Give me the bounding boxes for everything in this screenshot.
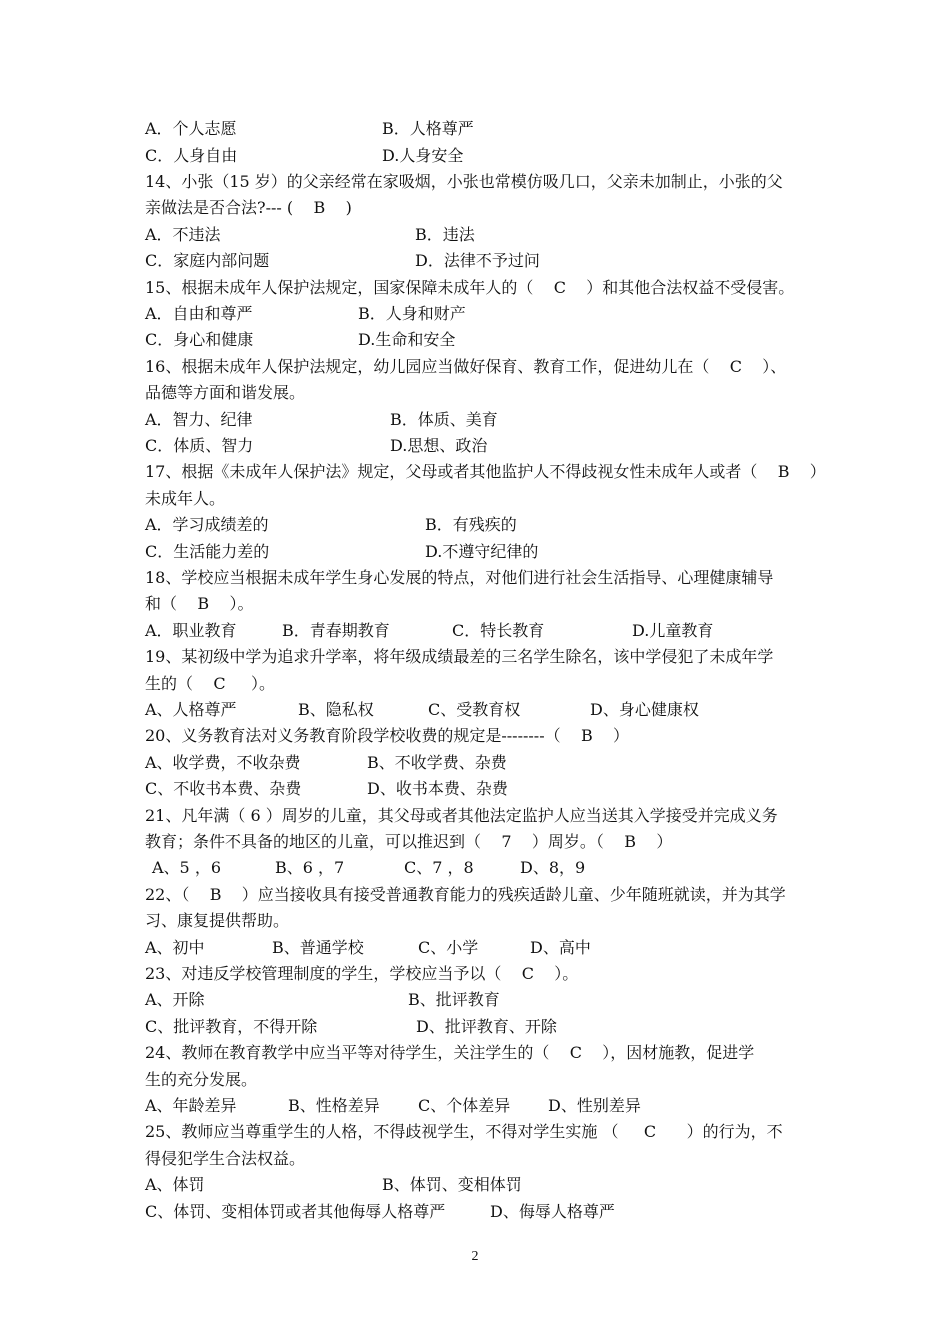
answer-option: B．人身和财产: [358, 304, 466, 323]
answer-option: A、人格尊严: [145, 700, 237, 719]
text-line: 20、义务教育法对义务教育阶段学校收费的规定是--------（ B ）: [145, 726, 630, 745]
answer-option: A．自由和尊严: [145, 304, 253, 323]
answer-option: C、不收书本费、杂费: [145, 779, 302, 798]
answer-option: B．违法: [415, 225, 475, 244]
answer-option: C．特长教育: [452, 621, 545, 640]
text-line: 24、教师在教育教学中应当平等对待学生，关注学生的（ C ），因材施教，促进学: [145, 1043, 755, 1062]
text-line: 习、康复提供帮助。: [145, 911, 290, 930]
answer-option: A、年龄差异: [145, 1096, 237, 1115]
answer-option: B．青春期教育: [282, 621, 390, 640]
text-line: 和（ B ）。: [145, 594, 254, 613]
text-line: 生的充分发展。: [145, 1070, 258, 1089]
answer-option: C、受教育权: [428, 700, 521, 719]
text-line: 18、学校应当根据未成年学生身心发展的特点，对他们进行社会生活指导、心理健康辅导: [145, 568, 774, 587]
answer-option: D、批评教育、开除: [416, 1017, 557, 1036]
answer-option: A、体罚: [145, 1175, 205, 1194]
answer-option: D、8，9: [520, 858, 586, 877]
answer-option: B、批评教育: [408, 990, 500, 1009]
text-line: 19、某初级中学为追求升学率，将年级成绩最差的三名学生除名，该中学侵犯了未成年学: [145, 647, 774, 666]
answer-option: D.不遵守纪律的: [425, 542, 539, 561]
answer-option: D、身心健康权: [590, 700, 699, 719]
answer-option: A．学习成绩差的: [145, 515, 269, 534]
text-line: 21、凡年满（ 6 ）周岁的儿童，其父母或者其他法定监护人应当送其入学接受并完成义务: [145, 806, 778, 825]
text-line: 22、（ B ）应当接收具有接受普通教育能力的残疾适龄儿童、少年随班就读，并为其学: [145, 885, 786, 904]
answer-option: C、7 ，8: [404, 858, 474, 877]
answer-option: C、小学: [418, 938, 479, 957]
answer-option: C．生活能力差的: [145, 542, 270, 561]
answer-option: B、体罚、变相体罚: [382, 1175, 522, 1194]
text-line: 得侵犯学生合法权益。: [145, 1149, 306, 1168]
answer-option: B、性格差异: [288, 1096, 380, 1115]
answer-option: A、收学费，不收杂费: [145, 753, 301, 772]
answer-option: C、体罚、变相体罚或者其他侮辱人格尊严: [145, 1202, 446, 1221]
answer-option: D、收书本费、杂费: [367, 779, 508, 798]
text-line: 未成年人。: [145, 489, 226, 508]
answer-option: B、隐私权: [298, 700, 374, 719]
text-line: 16、根据未成年人保护法规定，幼儿园应当做好保育、教育工作，促进幼儿在（ C ）、: [145, 357, 787, 376]
text-line: 品德等方面和谐发展。: [145, 383, 306, 402]
text-line: 17、根据《未成年人保护法》规定，父母或者其他监护人不得歧视女性未成年人或者（ B ）: [145, 462, 826, 481]
answer-option: D、高中: [530, 938, 591, 957]
answer-option: D.思想、政治: [390, 436, 488, 455]
answer-option: C、个体差异: [418, 1096, 511, 1115]
answer-option: B．人格尊严: [382, 119, 474, 138]
text-line: 亲做法是否合法?--- ( B ): [145, 198, 352, 217]
answer-option: A．职业教育: [145, 621, 237, 640]
answer-option: A．个人志愿: [145, 119, 237, 138]
answer-option: C．身心和健康: [145, 330, 254, 349]
text-line: 生的（ C ）。: [145, 674, 276, 693]
answer-option: C、批评教育，不得开除: [145, 1017, 318, 1036]
answer-option: B、普通学校: [272, 938, 364, 957]
answer-option: B．体质、美育: [390, 410, 498, 429]
answer-option: B、不收学费、杂费: [367, 753, 507, 772]
text-line: 14、小张（15 岁）的父亲经常在家吸烟，小张也常模仿吸几口，父亲未加制止，小张的父: [145, 172, 783, 191]
answer-option: D.人身安全: [382, 146, 464, 165]
answer-option: A．不违法: [145, 225, 221, 244]
answer-option: D.儿童教育: [632, 621, 714, 640]
page-number: 2: [471, 1249, 479, 1264]
text-line: 教育；条件不具备的地区的儿童，可以推迟到（ 7 ）周岁。（ B ）: [145, 832, 673, 851]
answer-option: C．体质、智力: [145, 436, 254, 455]
answer-option: A、5 ，6: [152, 858, 222, 877]
answer-option: B、6 ，7: [275, 858, 345, 877]
answer-option: A、开除: [145, 990, 205, 1009]
text-line: 15、根据未成年人保护法规定，国家保障未成年人的（ C ）和其他合法权益不受侵害。: [145, 278, 795, 297]
answer-option: A．智力、纪律: [145, 410, 253, 429]
answer-option: D、侮辱人格尊严: [490, 1202, 615, 1221]
answer-option: C．家庭内部问题: [145, 251, 270, 270]
answer-option: D、性别差异: [548, 1096, 641, 1115]
answer-option: B．有残疾的: [425, 515, 517, 534]
answer-option: A、初中: [145, 938, 205, 957]
text-line: 23、对违反学校管理制度的学生，学校应当予以（ C ）。: [145, 964, 579, 983]
answer-option: C．人身自由: [145, 146, 238, 165]
text-line: 25、教师应当尊重学生的人格，不得歧视学生，不得对学生实施 （ C ）的行为，不: [145, 1122, 783, 1141]
answer-option: D．法律不予过问: [415, 251, 540, 270]
answer-option: D.生命和安全: [358, 330, 456, 349]
